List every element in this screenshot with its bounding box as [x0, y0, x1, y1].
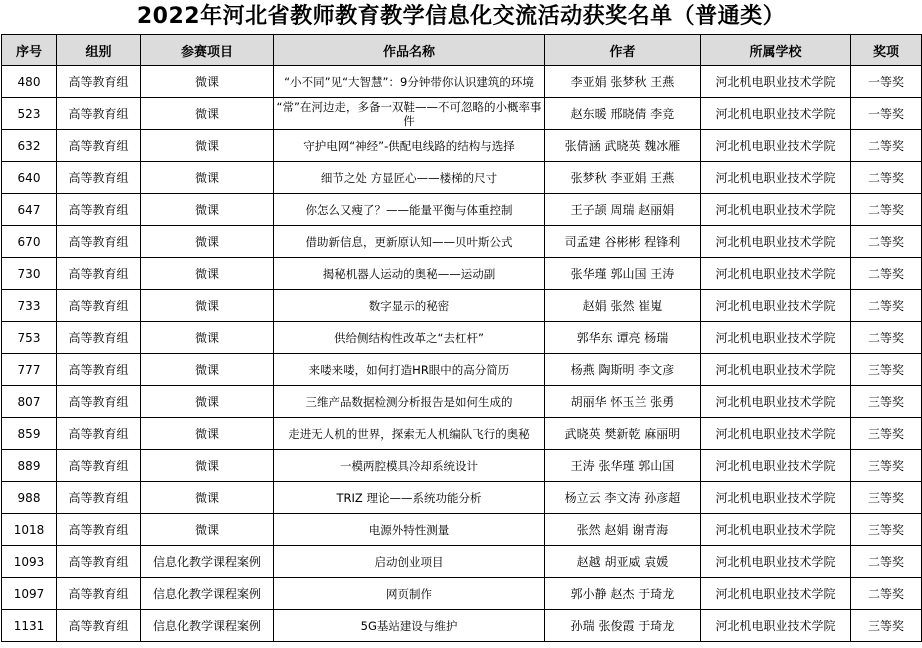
cell-school: 河北机电职业技术学院	[701, 162, 851, 194]
cell-authors: 胡丽华 怀玉兰 张勇	[545, 386, 701, 418]
cell-work-title: 借助新信息，更新原认知——贝叶斯公式	[274, 226, 545, 258]
header-serial-no: 序号	[2, 35, 57, 66]
cell-group: 高等教育组	[57, 194, 141, 226]
cell-serial-no: 1018	[2, 514, 57, 546]
cell-authors: 王子颉 周瑞 赵丽娟	[545, 194, 701, 226]
cell-work-title: TRIZ 理论——系统功能分析	[274, 482, 545, 514]
cell-serial-no: 753	[2, 322, 57, 354]
cell-work-title: 走进无人机的世界，探索无人机编队飞行的奥秘	[274, 418, 545, 450]
cell-group: 高等教育组	[57, 162, 141, 194]
cell-group: 高等教育组	[57, 482, 141, 514]
cell-authors: 张梦秋 李亚娟 王燕	[545, 162, 701, 194]
cell-award: 二等奖	[851, 578, 922, 610]
cell-school: 河北机电职业技术学院	[701, 258, 851, 290]
cell-project: 微课	[141, 450, 274, 482]
cell-serial-no: 640	[2, 162, 57, 194]
header-project: 参赛项目	[141, 35, 274, 66]
cell-serial-no: 859	[2, 418, 57, 450]
cell-school: 河北机电职业技术学院	[701, 194, 851, 226]
cell-work-title: 守护电网“神经”-供配电线路的结构与选择	[274, 130, 545, 162]
cell-school: 河北机电职业技术学院	[701, 98, 851, 130]
cell-serial-no: 1093	[2, 546, 57, 578]
cell-project: 微课	[141, 226, 274, 258]
cell-project: 信息化教学课程案例	[141, 610, 274, 642]
cell-authors: 张然 赵娟 谢青海	[545, 514, 701, 546]
cell-authors: 孙瑞 张俊霞 于琦龙	[545, 610, 701, 642]
cell-work-title: 来喽来喽，如何打造HR眼中的高分简历	[274, 354, 545, 386]
cell-project: 微课	[141, 482, 274, 514]
cell-school: 河北机电职业技术学院	[701, 130, 851, 162]
cell-serial-no: 647	[2, 194, 57, 226]
cell-group: 高等教育组	[57, 386, 141, 418]
cell-project: 微课	[141, 130, 274, 162]
cell-work-title: 网页制作	[274, 578, 545, 610]
cell-project: 信息化教学课程案例	[141, 546, 274, 578]
table-row	[2, 610, 922, 642]
cell-award: 三等奖	[851, 450, 922, 482]
cell-project: 信息化教学课程案例	[141, 578, 274, 610]
cell-group: 高等教育组	[57, 418, 141, 450]
header-work-title: 作品名称	[274, 35, 545, 66]
cell-serial-no: 523	[2, 98, 57, 130]
cell-project: 微课	[141, 258, 274, 290]
cell-award: 二等奖	[851, 130, 922, 162]
table-row	[2, 98, 922, 130]
cell-work-title: 三维产品数据检测分析报告是如何生成的	[274, 386, 545, 418]
cell-school: 河北机电职业技术学院	[701, 386, 851, 418]
cell-work-title: 一模两腔模具冷却系统设计	[274, 450, 545, 482]
cell-work-title: 数字显示的秘密	[274, 290, 545, 322]
award-table	[1, 34, 922, 642]
cell-authors: 赵娟 张然 崔嵬	[545, 290, 701, 322]
cell-project: 微课	[141, 514, 274, 546]
table-row	[2, 130, 922, 162]
table-row	[2, 386, 922, 418]
cell-project: 微课	[141, 354, 274, 386]
cell-work-title: 供给侧结构性改革之“去杠杆”	[274, 322, 545, 354]
cell-serial-no: 777	[2, 354, 57, 386]
cell-school: 河北机电职业技术学院	[701, 482, 851, 514]
table-row	[2, 66, 922, 98]
cell-authors: 赵越 胡亚威 袁媛	[545, 546, 701, 578]
cell-award: 二等奖	[851, 290, 922, 322]
table-header-row	[2, 35, 922, 66]
cell-work-title: “常”在河边走，多备一双鞋——不可忽略的小概率事件	[274, 98, 545, 130]
cell-group: 高等教育组	[57, 130, 141, 162]
cell-group: 高等教育组	[57, 546, 141, 578]
cell-serial-no: 480	[2, 66, 57, 98]
cell-school: 河北机电职业技术学院	[701, 66, 851, 98]
table-row	[2, 322, 922, 354]
cell-group: 高等教育组	[57, 226, 141, 258]
cell-award: 一等奖	[851, 66, 922, 98]
cell-work-title: 5G基站建设与维护	[274, 610, 545, 642]
cell-group: 高等教育组	[57, 290, 141, 322]
cell-school: 河北机电职业技术学院	[701, 290, 851, 322]
cell-award: 二等奖	[851, 546, 922, 578]
cell-school: 河北机电职业技术学院	[701, 514, 851, 546]
cell-award: 三等奖	[851, 386, 922, 418]
cell-authors: 赵东暖 邢晓倩 李竞	[545, 98, 701, 130]
cell-award: 三等奖	[851, 514, 922, 546]
cell-serial-no: 807	[2, 386, 57, 418]
table-row	[2, 290, 922, 322]
cell-work-title: “小不同”见“大智慧”：9分钟带你认识建筑的环境	[274, 66, 545, 98]
cell-group: 高等教育组	[57, 322, 141, 354]
cell-school: 河北机电职业技术学院	[701, 322, 851, 354]
cell-authors: 武晓英 樊新乾 麻丽明	[545, 418, 701, 450]
cell-group: 高等教育组	[57, 450, 141, 482]
cell-serial-no: 733	[2, 290, 57, 322]
cell-authors: 张倩涵 武晓英 魏冰雁	[545, 130, 701, 162]
table-row	[2, 482, 922, 514]
header-group: 组别	[57, 35, 141, 66]
table-row	[2, 354, 922, 386]
cell-award: 三等奖	[851, 610, 922, 642]
cell-authors: 李亚娟 张梦秋 王燕	[545, 66, 701, 98]
cell-award: 一等奖	[851, 98, 922, 130]
header-award: 奖项	[851, 35, 922, 66]
cell-serial-no: 1131	[2, 610, 57, 642]
cell-authors: 郭华东 谭亮 杨瑞	[545, 322, 701, 354]
table-row	[2, 194, 922, 226]
table-row	[2, 546, 922, 578]
cell-school: 河北机电职业技术学院	[701, 450, 851, 482]
cell-serial-no: 670	[2, 226, 57, 258]
cell-group: 高等教育组	[57, 514, 141, 546]
cell-award: 二等奖	[851, 162, 922, 194]
cell-authors: 王涛 张华瑾 郭山国	[545, 450, 701, 482]
cell-serial-no: 1097	[2, 578, 57, 610]
cell-serial-no: 988	[2, 482, 57, 514]
cell-school: 河北机电职业技术学院	[701, 226, 851, 258]
cell-award: 三等奖	[851, 354, 922, 386]
cell-project: 微课	[141, 418, 274, 450]
cell-project: 微课	[141, 194, 274, 226]
table-row	[2, 418, 922, 450]
cell-group: 高等教育组	[57, 610, 141, 642]
header-authors: 作者	[545, 35, 701, 66]
cell-award: 二等奖	[851, 322, 922, 354]
table-row	[2, 226, 922, 258]
table-row	[2, 258, 922, 290]
cell-authors: 郭小静 赵杰 于琦龙	[545, 578, 701, 610]
cell-project: 微课	[141, 162, 274, 194]
cell-authors: 杨燕 陶斯明 李文彦	[545, 354, 701, 386]
cell-project: 微课	[141, 98, 274, 130]
cell-work-title: 细节之处 方显匠心——楼梯的尺寸	[274, 162, 545, 194]
cell-serial-no: 889	[2, 450, 57, 482]
cell-award: 二等奖	[851, 226, 922, 258]
cell-group: 高等教育组	[57, 258, 141, 290]
cell-authors: 杨立云 李文涛 孙彦超	[545, 482, 701, 514]
cell-group: 高等教育组	[57, 578, 141, 610]
cell-school: 河北机电职业技术学院	[701, 610, 851, 642]
cell-work-title: 揭秘机器人运动的奥秘——运动副	[274, 258, 545, 290]
cell-award: 二等奖	[851, 258, 922, 290]
cell-group: 高等教育组	[57, 98, 141, 130]
header-school: 所属学校	[701, 35, 851, 66]
cell-authors: 张华瑾 郭山国 王涛	[545, 258, 701, 290]
cell-project: 微课	[141, 66, 274, 98]
table-row	[2, 162, 922, 194]
cell-serial-no: 730	[2, 258, 57, 290]
table-row	[2, 450, 922, 482]
cell-school: 河北机电职业技术学院	[701, 578, 851, 610]
cell-school: 河北机电职业技术学院	[701, 418, 851, 450]
cell-work-title: 电源外特性测量	[274, 514, 545, 546]
cell-project: 微课	[141, 322, 274, 354]
cell-award: 三等奖	[851, 482, 922, 514]
cell-school: 河北机电职业技术学院	[701, 354, 851, 386]
cell-award: 三等奖	[851, 418, 922, 450]
cell-group: 高等教育组	[57, 66, 141, 98]
cell-award: 二等奖	[851, 194, 922, 226]
page-title: 2022年河北省教师教育教学信息化交流活动获奖名单（普通类）	[136, 4, 786, 29]
cell-work-title: 启动创业项目	[274, 546, 545, 578]
cell-group: 高等教育组	[57, 354, 141, 386]
cell-authors: 司孟建 谷彬彬 程锋利	[545, 226, 701, 258]
table-row	[2, 514, 922, 546]
cell-project: 微课	[141, 290, 274, 322]
cell-serial-no: 632	[2, 130, 57, 162]
cell-work-title: 你怎么又瘦了？——能量平衡与体重控制	[274, 194, 545, 226]
table-row	[2, 578, 922, 610]
cell-project: 微课	[141, 386, 274, 418]
cell-school: 河北机电职业技术学院	[701, 546, 851, 578]
